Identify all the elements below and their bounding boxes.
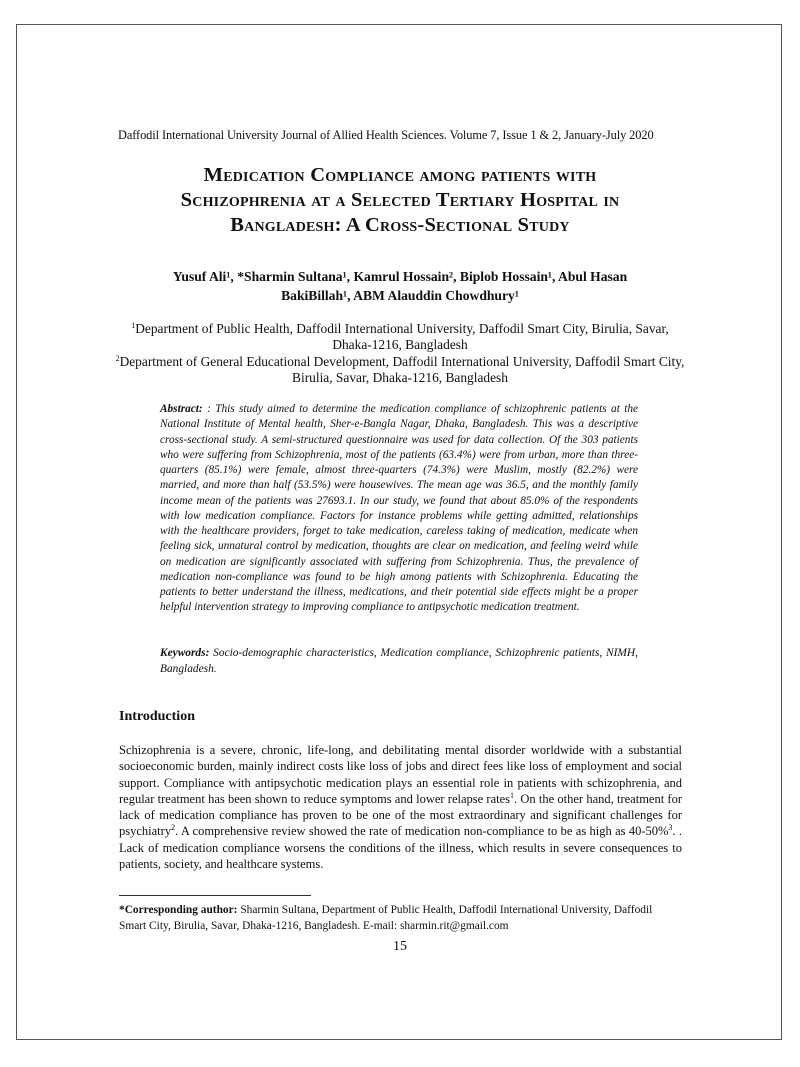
affiliation-1-text: Department of Public Health, Daffodil International University, Daffodil Smart City, Birulia, Savar, Dhaka-1216, Bangladesh — [135, 321, 669, 352]
footnote-label: *Corresponding author: — [119, 904, 238, 916]
keywords-text: Socio-demographic characteristics, Medication compliance, Schizophrenic patients, NIMH, Bangladesh. — [160, 647, 638, 675]
title-line-1: Medication Compliance among patients with — [203, 164, 597, 186]
paper-title — [110, 163, 690, 238]
author-line-2: BakiBillah¹, ABM Alauddin Chowdhury¹ — [281, 288, 519, 303]
intro-text-2: . On the other hand, treatment for lack of medication compliance has proven to be one of the most extraordinary and significant challenges for psychiatry — [119, 791, 683, 839]
journal-header: Daffodil International University Journal of Allied Health Sciences. Volume 7, Issue 1 & 2, January-July 2020 — [118, 128, 654, 142]
citation-3: 3 — [668, 823, 673, 833]
introduction-paragraph — [119, 742, 682, 872]
introduction-heading: Introduction — [119, 709, 195, 724]
title-line-2: Schizophrenia at a Selected Tertiary Hospital in — [180, 189, 620, 211]
intro-text-4: . . Lack of medication compliance worsens the conditions of the illness, which results in severe consequences to patients, society, and healthcare systems. — [119, 824, 682, 872]
author-line-1: Yusuf Ali¹, *Sharmin Sultana¹, Kamrul Hossain², Biplob Hossain¹, Abul Hasan — [172, 269, 628, 284]
keywords-label: Keywords: — [160, 647, 210, 659]
affiliation-1 — [112, 321, 688, 353]
affiliation-2 — [112, 354, 688, 386]
abstract-text: : This study aimed to determine the medication compliance of schizophrenic patients at the National Institute of Mental health, Sher-e-Bangla Nagar, Dhaka, Bangladesh. This was a descriptive cross-sectional study. A semi-structured questionnaire was used for data collection. Of the 303 patients who were suffering from Schizophrenia, most of the patients (63.4%) were from urban, more than three-quarters (85.1%) were female, almost three-quarters (74.3%) were Muslim, mostly (82.2%) were married, and more than half (53.5%) were housewives. The mean age was 36.5, and the monthly family income mean of the patients was 27693.1. In our study, we found that about 85.0% of the respondents with low medication compliance. Factors for instance problems while getting admitted, relationships with the healthcare providers, forget to take medication, careless taking of medication, medicate when feeling sick, unnatural control by medication, thoughts are clear on medication, and feeling weird while on medication are significantly associated with suffering from Schizophrenia. Thus, the prevalence of medication non-compliance was found to be high among patients with Schizophrenia. Educating the patients to better understand the illness, medications, and their potential side effects might be a proper helpful intervention strategy to improving compliance to antipsychotic medication treatment. — [160, 403, 639, 614]
keywords — [160, 645, 638, 677]
title-line-3: Bangladesh: A Cross-Sectional Study — [230, 214, 570, 236]
corresponding-author-footnote — [119, 902, 682, 934]
citation-2: 2 — [171, 823, 176, 833]
footnote-text: Sharmin Sultana, Department of Public Health, Daffodil International University, Daffodil Smart City, Birulia, Savar, Dhaka-1216, Bangladesh. E-mail: sharmin.rit@gmail.com — [119, 904, 653, 932]
affiliation-2-text: Department of General Educational Development, Daffodil International University, Daffodil Smart City, Birulia, Savar, Dhaka-1216, Bangladesh — [119, 354, 685, 385]
page-number: 15 — [393, 939, 407, 954]
affiliation-2-marker: 2 — [115, 354, 120, 363]
affiliations — [112, 321, 688, 387]
intro-text-1: Schizophrenia is a severe, chronic, life-long, and debilitating mental disorder worldwide with a substantial socioeconomic burden, mainly indirect costs like loss of jobs and direct fees like loss of employment and social support. Compliance with antipsychotic medication plays an essential role in patients with schizophrenia, and regular treatment has been shown to reduce symptoms and lower relapse rates — [119, 743, 682, 806]
affiliation-1-marker: 1 — [131, 321, 136, 330]
intro-text-3: . A comprehensive review showed the rate of medication non-compliance to be as high as 40-50% — [175, 824, 669, 839]
author-list — [100, 267, 700, 305]
footnote-divider — [119, 895, 311, 896]
abstract — [160, 402, 638, 616]
citation-1: 1 — [510, 790, 515, 800]
abstract-label: Abstract: — [160, 403, 203, 415]
